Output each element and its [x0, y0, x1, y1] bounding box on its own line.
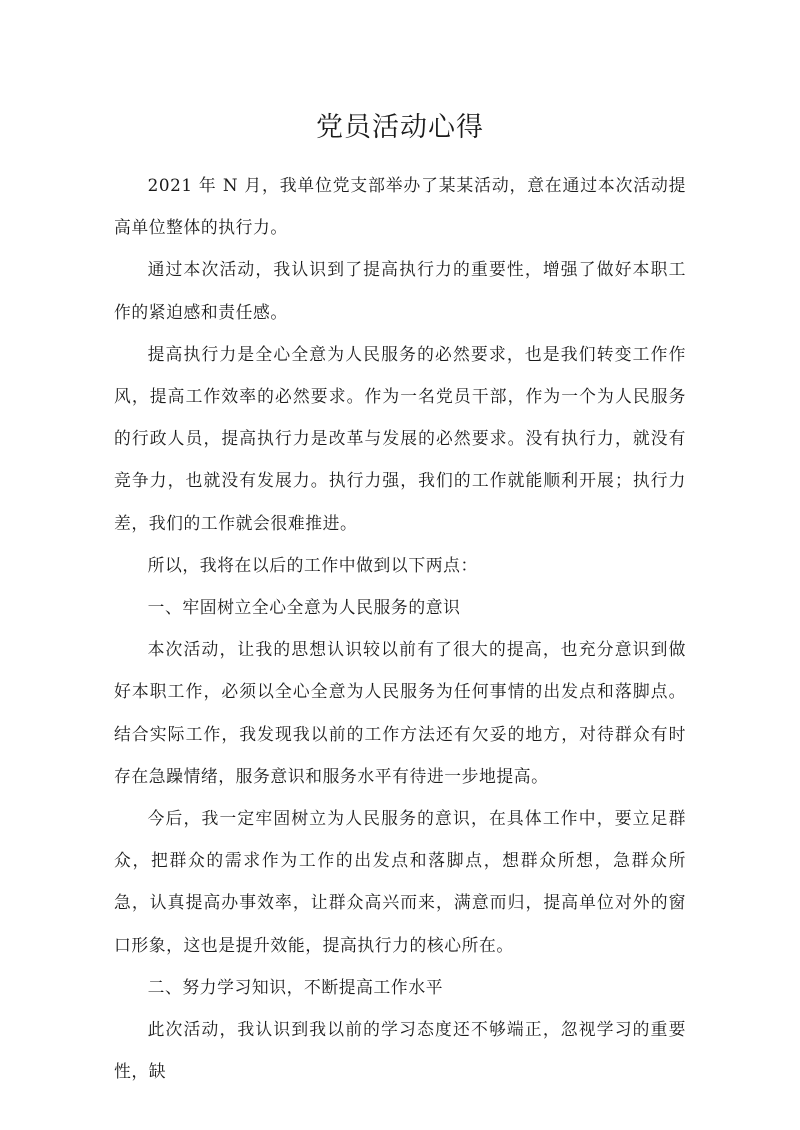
paragraph-two-points: 所以，我将在以后的工作中做到以下两点：	[147, 554, 478, 575]
paragraph-commitment: 今后，我一定牢固树立为人民服务的意识，在具体工作中，要立足群众，把群众的需求作为工作的出发点和落脚点，想群众所想，急群众所急，认真提高办事效率，让群众高兴而来，满意而归，提高单位对外的窗口形象，这也是提升效能，提高执行力的核心所在。	[114, 808, 686, 955]
paragraph-reflection: 本次活动，让我的思想认识较以前有了很大的提高，也充分意识到做好本职工作，必须以全心全意为人民服务为任何事情的出发点和落脚点。结合实际工作，我发现我以前的工作方法还有欠妥的地方，对待群众有时存在急躁情绪，服务意识和服务水平有待进一步地提高。	[114, 639, 686, 786]
document-body	[114, 164, 686, 1092]
paragraph-execution: 提高执行力是全心全意为人民服务的必然要求，也是我们转变工作作风，提高工作效率的必然要求。作为一名党员干部，作为一个为人民服务的行政人员，提高执行力是改革与发展的必然要求。没有执行力，就没有竞争力，也就没有发展力。执行力强，我们的工作就能顺利开展；执行力差，我们的工作就会很难推进。	[114, 343, 686, 533]
paragraph-intro: 2021 年 N 月，我单位党支部举办了某某活动，意在通过本次活动提高单位整体的执行力。	[114, 175, 686, 238]
section-heading-2: 二、努力学习知识，不断提高工作水平	[147, 976, 444, 997]
section-heading-1: 一、牢固树立全心全意为人民服务的意识	[147, 597, 461, 618]
document-title: 党员活动心得	[316, 112, 484, 143]
paragraph-learning: 此次活动，我认识到我以前的学习态度还不够端正，忽视学习的重要性，缺	[114, 1019, 686, 1082]
paragraph-importance: 通过本次活动，我认识到了提高执行力的重要性，增强了做好本职工作的紧迫感和责任感。	[114, 259, 686, 322]
